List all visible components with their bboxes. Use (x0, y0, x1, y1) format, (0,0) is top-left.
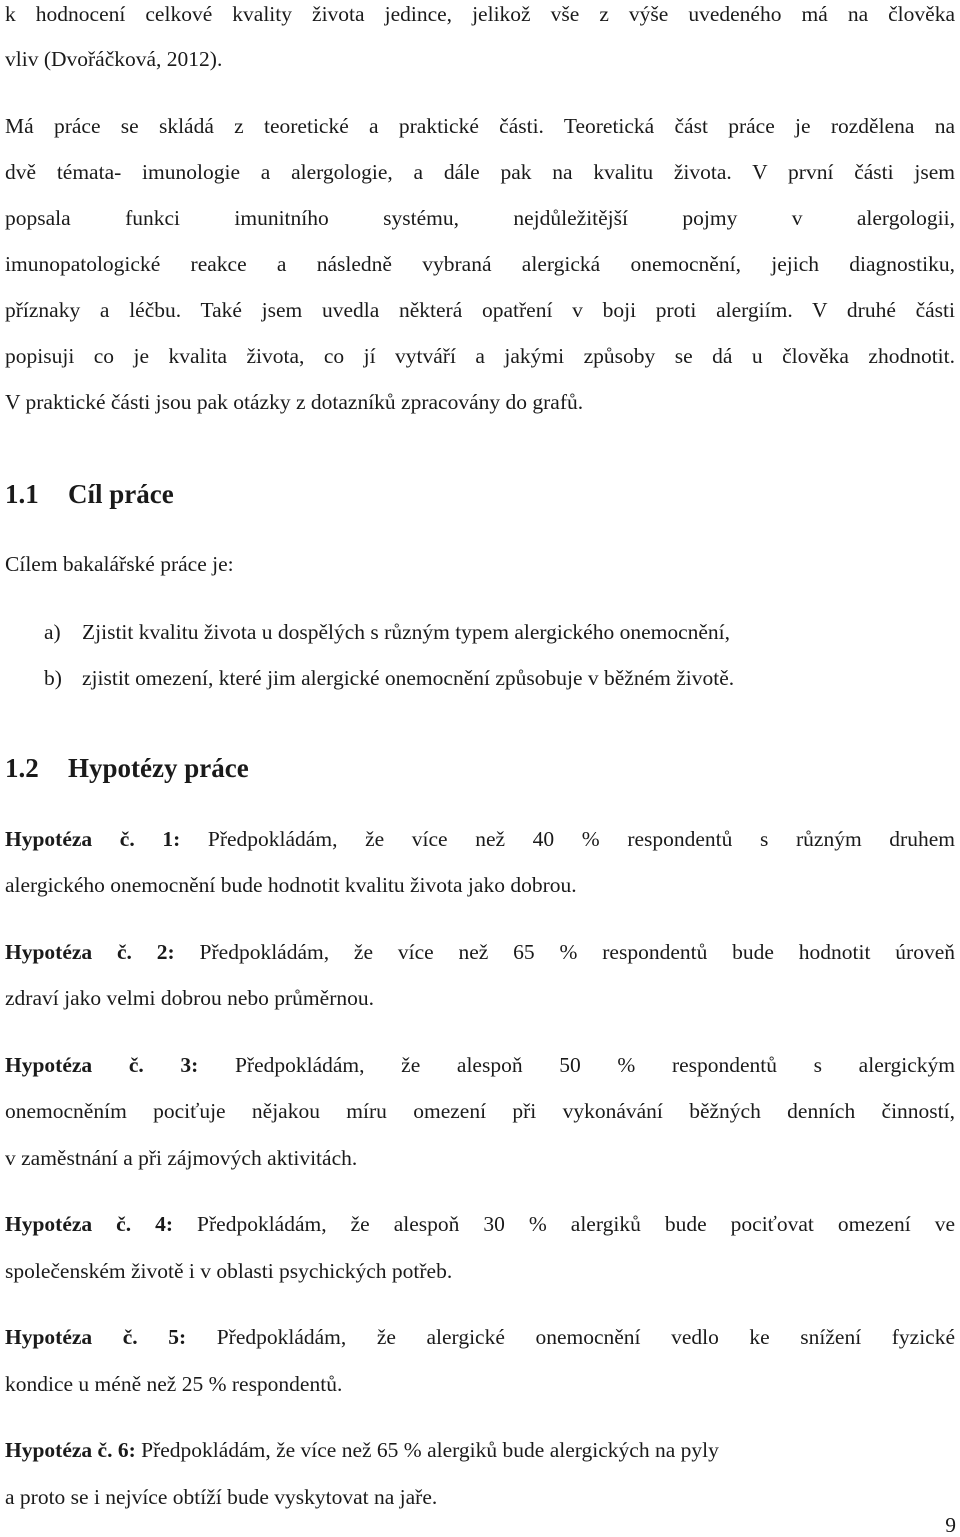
section-hypotheses-title: Hypotézy práce (68, 753, 249, 783)
overview-line-4: imunopatologické reakce a následně vybraná alergická onemocnění, jejich diagnostiku, (5, 252, 955, 276)
overview-line-3: popsala funkci imunitního systému, nejdůležitější pojmy v alergologii, (5, 206, 955, 230)
intro-line-2: vliv (Dvořáčková, 2012). (5, 47, 223, 71)
hypothesis-text: Předpokládám, že více než 40 % respondentů s různým druhem (207, 827, 955, 851)
section-goal-number: 1.1 (5, 479, 39, 509)
hypothesis-5-first-line (5, 1323, 955, 1351)
overview-line-1: Má práce se skládá z teoretické a praktické části. Teoretická část práce je rozdělena na (5, 114, 955, 138)
hypothesis-label: Hypotéza č. 2: (5, 940, 175, 964)
section-hypotheses-heading (5, 751, 249, 785)
overview-line-6: popisuji co je kvalita života, co jí vytváří a jakými způsoby se dá u člověka zhodnotit. (5, 344, 955, 368)
hypothesis-label: Hypotéza č. 5: (5, 1325, 187, 1349)
hypothesis-text: Předpokládám, že alespoň 50 % respondentů s alergickým (234, 1053, 956, 1077)
hypothesis-1-line-2: alergického onemocnění bude hodnotit kvalitu života jako dobrou. (5, 873, 577, 897)
hypothesis-3-first-line (5, 1051, 955, 1079)
section-goal-heading (5, 477, 174, 511)
goal-item-text: Zjistit kvalitu života u dospělých s různým typem alergického onemocnění, (82, 620, 731, 644)
goal-item-text: zjistit omezení, které jim alergické onemocnění způsobuje v běžném životě. (82, 666, 735, 690)
overview-line-2: dvě témata- imunologie a alergologie, a dále pak na kvalitu života. V první části jsem (5, 160, 955, 184)
hypothesis-4-line-2: společenském životě i v oblasti psychických potřeb. (5, 1259, 453, 1283)
hypothesis-text: Předpokládám, že alergické onemocnění vedlo ke snížení fyzické (216, 1325, 956, 1349)
hypothesis-4-first-line (5, 1210, 955, 1238)
goal-item-marker: a) (44, 620, 61, 644)
overview-line-7: V praktické části jsou pak otázky z dotazníků zpracovány do grafů. (5, 390, 584, 414)
overview-line-5: příznaky a léčbu. Také jsem uvedla některá opatření v boji proti alergiím. V druhé části (5, 298, 955, 322)
hypothesis-text: Předpokládám, že více než 65 % respondentů bude hodnotit úroveň (199, 940, 955, 964)
section-goal-intro: Cílem bakalářské práce je: (5, 552, 234, 576)
hypothesis-6-line-2: a proto se i nejvíce obtíží bude vyskytovat na jaře. (5, 1485, 438, 1509)
hypothesis-label: Hypotéza č. 6: (5, 1438, 136, 1462)
intro-line-1: k hodnocení celkové kvality života jedince, jelikož vše z výše uvedeného má na člověka (5, 2, 955, 26)
hypothesis-1-first-line (5, 825, 955, 853)
goal-item-marker: b) (44, 666, 62, 690)
hypothesis-2-first-line (5, 938, 955, 966)
hypothesis-label: Hypotéza č. 3: (5, 1053, 199, 1077)
hypothesis-label: Hypotéza č. 1: (5, 827, 181, 851)
hypothesis-3-line-2: onemocněním pociťuje nějakou míru omezení při vykonávání běžných denních činností, (5, 1099, 955, 1123)
section-hypotheses-number: 1.2 (5, 753, 39, 783)
hypothesis-6-first-line (5, 1436, 955, 1464)
goal-item-a (44, 618, 944, 646)
goal-item-b (44, 664, 944, 692)
hypothesis-text: Předpokládám, že více než 65 % alergiků bude alergických na pyly (141, 1438, 719, 1462)
hypothesis-5-line-2: kondice u méně než 25 % respondentů. (5, 1372, 343, 1396)
section-goal-title: Cíl práce (68, 479, 174, 509)
hypothesis-text: Předpokládám, že alespoň 30 % alergiků bude pociťovat omezení ve (197, 1212, 955, 1236)
hypothesis-3-line-3: v zaměstnání a při zájmových aktivitách. (5, 1146, 358, 1170)
hypothesis-label: Hypotéza č. 4: (5, 1212, 174, 1236)
page-number: 9 (945, 1513, 956, 1537)
hypothesis-2-line-2: zdraví jako velmi dobrou nebo průměrnou. (5, 986, 374, 1010)
